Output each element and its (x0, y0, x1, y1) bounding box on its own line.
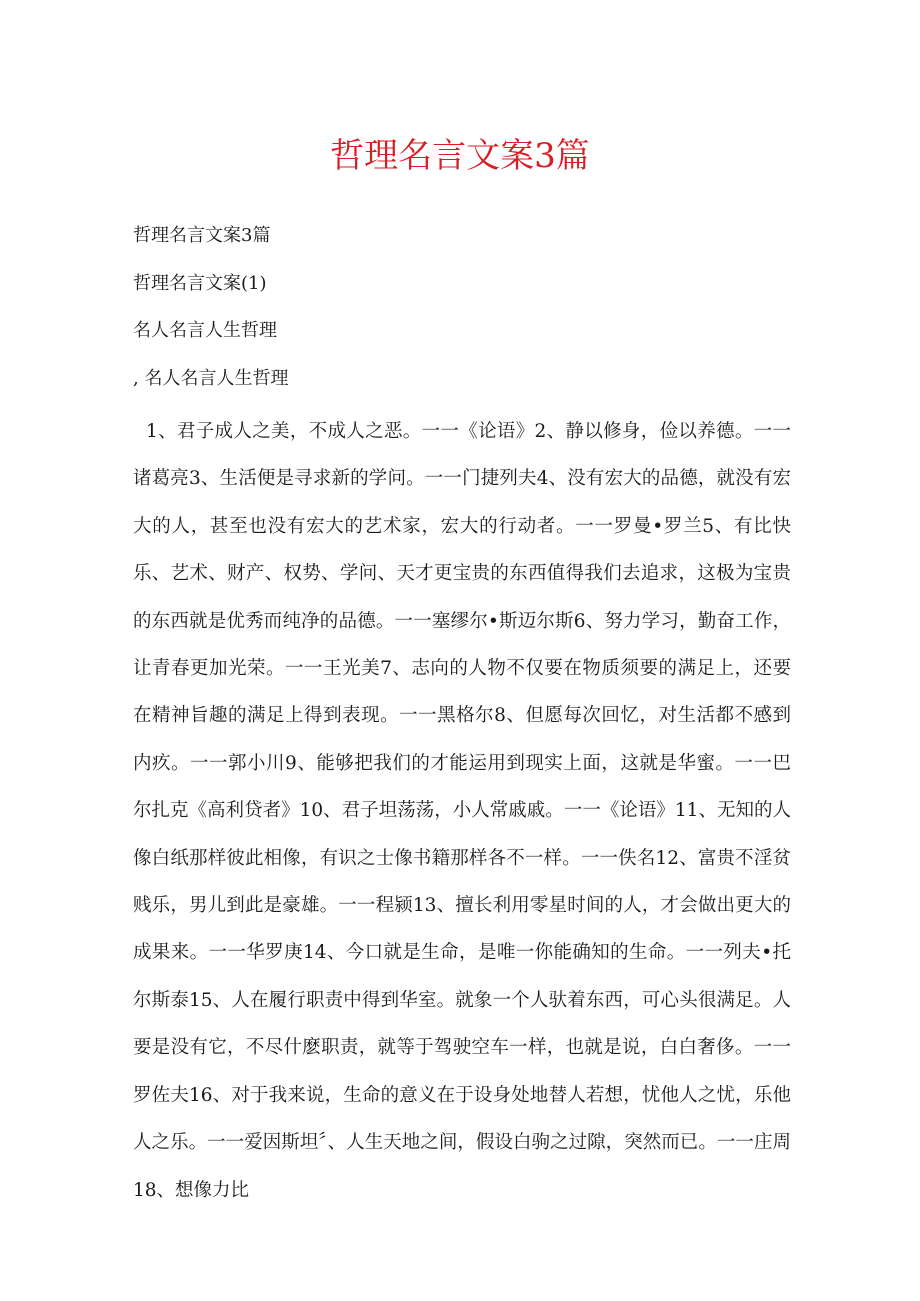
heading-line-2: 哲理名言文案(1) (133, 273, 267, 294)
heading-line-3: 名人名言人生哲理 (133, 320, 277, 341)
heading-line-1: 哲理名言文案3篇 (133, 225, 271, 246)
heading-line-4: , 名人名言人生哲理 (133, 368, 289, 389)
document-title: 哲理名言文案3篇 (330, 136, 590, 176)
quotes-paragraph: 1、君子成人之美，不成人之恶。一一《论语》2、静以修身，俭以养德。一一诸葛亮3、生活便是寻求新的学问。一一门捷列夫4、没有宏大的品德，就没有宏大的人，甚至也没有宏大的艺术家，宏大的行动者。一一罗曼•罗兰5、有比快乐、艺术、财产、权势、学问、天才更宝贵的东西值得我们去追求，这极为宝贵的东西就是优秀而纯净的品德。一一塞缪尔•斯迈尔斯6、努力学习，勤奋工作，让青春更加光荣。一一王光美7、志向的人物不仅要在物质须要的满足上，还要在精神旨趣的满足上得到表现。一一黑格尔8、但愿每次回忆，对生活都不感到内疚。一一郭小川9、能够把我们的才能运用到现实上面，这就是华蜜。一一巴尔扎克《高利贷者》10、君子坦荡荡，小人常戚戚。一一《论语》11、无知的人像白纸那样彼此相像，有识之士像书籍那样各不一样。一一佚名12、富贵不淫贫贱乐，男儿到此是豪雄。一一程颍13、擅长利用零星时间的人，才会做出更大的成果来。一一华罗庚14、今口就是生命，是唯一你能确知的生命。一一列夫•托尔斯泰15、人在履行职责中得到华室。就象一个人驮着东西，可心头很满足。人要是没有它，不尽什麽职责，就等于驾驶空车一样，也就是说，白白奢侈。一一罗佐夫16、对于我来说，生命的意义在于设身处地替人若想，忧他人之忧，乐他人之乐。一一爱因斯坦〞、人生天地之间，假设白驹之过隙，突然而已。一一庄周18、想像力比 (133, 421, 791, 1201)
